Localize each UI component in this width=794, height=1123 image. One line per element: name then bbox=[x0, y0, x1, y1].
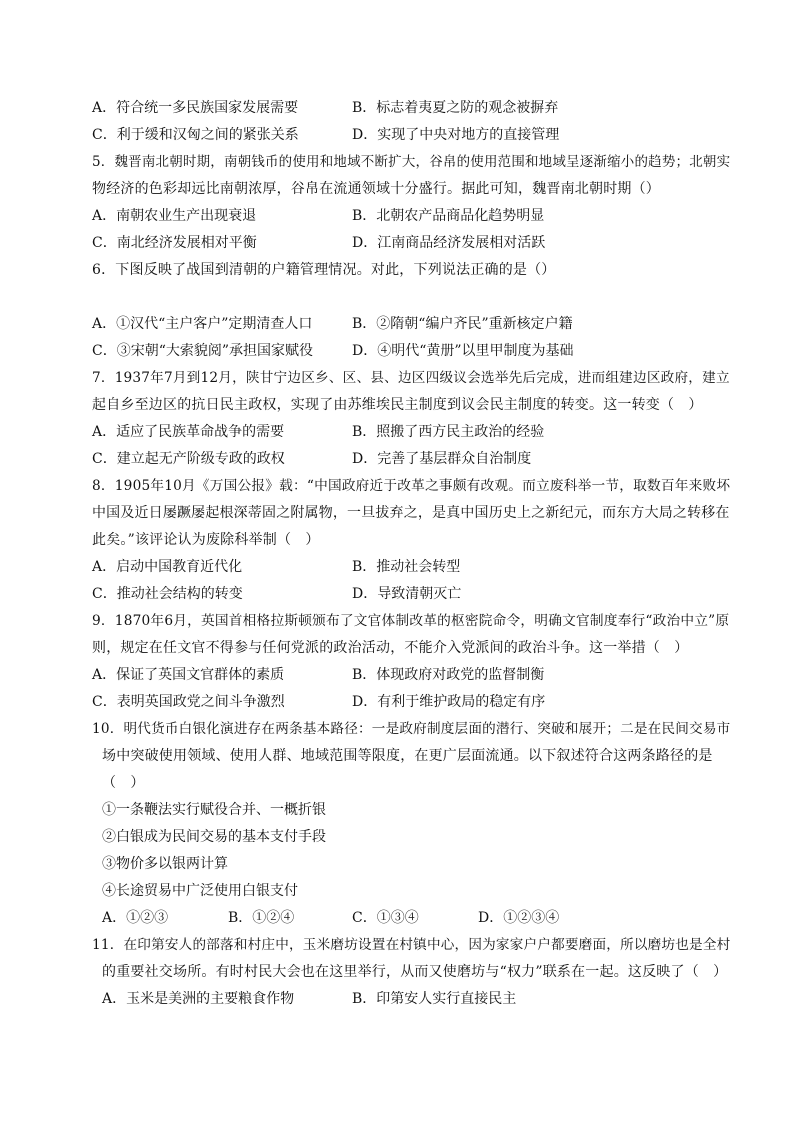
q7-option-c[interactable]: C．建立起无产阶级专政的政权 bbox=[92, 451, 285, 467]
q8-stem-line1: 8．1905年10月《万国公报》载：“中国政府近于改革之事颇有改观。而立废科举一节，取数百年来败坏 bbox=[92, 478, 731, 494]
q9-stem-line1: 9．1870年6月，英国首相格拉斯顿颁布了文官体制改革的枢密院命令，明确文官制度奉行“政治中立”原 bbox=[92, 613, 730, 629]
q11-option-a[interactable]: A．玉米是美洲的主要粮食作物 bbox=[102, 991, 295, 1007]
q7-option-d[interactable]: D．完善了基层群众自治制度 bbox=[352, 451, 532, 467]
q6-option-c[interactable]: C．③宋朝“大索貌阅”承担国家赋役 bbox=[92, 343, 314, 359]
q10-item-4: ④长途贸易中广泛使用白银支付 bbox=[102, 883, 298, 899]
q8-option-d[interactable]: D．导致清朝灭亡 bbox=[352, 586, 462, 602]
q10-item-1: ①一条鞭法实行赋役合并、一概折银 bbox=[102, 802, 326, 818]
q10-option-c[interactable]: C．①③④ bbox=[352, 910, 419, 926]
q8-stem-line2: 中国及近日屡蹶屡起根深蒂固之附属物，一旦拔弃之，是真中国历史上之新纪元，而东方大局之转移在 bbox=[92, 505, 730, 521]
q4-option-b[interactable]: B．标志着夷夏之防的观念被摒弃 bbox=[352, 100, 559, 116]
q9-option-a[interactable]: A．保证了英国文官群体的素质 bbox=[92, 667, 285, 683]
q10-stem-line1: 10．明代货币白银化演进存在两条基本路径：一是政府制度层面的潜行、突破和展开；二是在民间交易市 bbox=[92, 721, 731, 737]
q5-stem-line1: 5．魏晋南北朝时期，南朝钱币的使用和地域不断扩大，谷帛的使用范围和地域呈逐渐缩小的趋势；北朝实 bbox=[92, 154, 731, 170]
q9-option-c[interactable]: C．表明英国政党之间斗争激烈 bbox=[92, 694, 285, 710]
q10-option-b[interactable]: B．①②④ bbox=[228, 910, 295, 926]
q8-option-b[interactable]: B．推动社会转型 bbox=[352, 559, 461, 575]
q9-stem-line2: 则，规定在任文官不得参与任何党派的政治活动，不能介入党派间的政治斗争。这一举措（ ） bbox=[92, 640, 689, 656]
q10-item-2: ②白银成为民间交易的基本支付手段 bbox=[102, 829, 326, 845]
q7-option-b[interactable]: B．照搬了西方民主政治的经验 bbox=[352, 424, 545, 440]
q6-option-b[interactable]: B．②隋朝“编户齐民”重新核定户籍 bbox=[352, 316, 573, 332]
q9-option-b[interactable]: B．体现政府对政党的监督制衡 bbox=[352, 667, 545, 683]
q7-option-a[interactable]: A．适应了民族革命战争的需要 bbox=[92, 424, 285, 440]
q9-option-d[interactable]: D．有利于维护政局的稳定有序 bbox=[352, 694, 546, 710]
q4-option-d[interactable]: D．实现了中央对地方的直接管理 bbox=[352, 127, 560, 143]
q4-option-c[interactable]: C．利于缓和汉匈之间的紧张关系 bbox=[92, 127, 299, 143]
q7-stem-line2: 起自乡至边区的抗日民主政权，实现了由苏维埃民主制度到议会民主制度的转变。这一转变（ ） bbox=[92, 397, 703, 413]
q7-stem-line1: 7．1937年7月到12月，陕甘宁边区乡、区、县、边区四级议会选举先后完成，进而组建边区政府，建立 bbox=[92, 370, 730, 386]
q10-stem-line2: 场中突破使用领域、使用人群、地域范围等限度，在更广层面流通。以下叙述符合这两条路径的是 bbox=[102, 748, 713, 764]
q6-stem-line1: 6．下图反映了战国到清朝的户籍管理情况。对此，下列说法正确的是（） bbox=[92, 262, 556, 278]
q11-stem-line1: 11．在印第安人的部落和村庄中，玉米磨坊设置在村镇中心，因为家家户户都要磨面，所以磨坊也是全村 bbox=[92, 937, 731, 953]
q8-option-a[interactable]: A．启动中国教育近代化 bbox=[92, 559, 243, 575]
q5-stem-line2: 物经济的色彩却远比南朝浓厚，谷帛在流通领域十分盛行。据此可知，魏晋南北朝时期（） bbox=[92, 181, 660, 197]
q8-option-c[interactable]: C．推动社会结构的转变 bbox=[92, 586, 243, 602]
q11-option-b[interactable]: B．印第安人实行直接民主 bbox=[352, 991, 517, 1007]
q5-option-b[interactable]: B．北朝农产品商品化趋势明显 bbox=[352, 208, 545, 224]
q11-stem-line2: 的重要社交场所。有时村民大会也在这里举行，从而又使磨坊与“权力”联系在一起。这反映了（ ） bbox=[102, 964, 728, 980]
q5-option-c[interactable]: C．南北经济发展相对平衡 bbox=[92, 235, 257, 251]
q4-option-a[interactable]: A．符合统一多民族国家发展需要 bbox=[92, 100, 299, 116]
q6-option-d[interactable]: D．④明代“黄册”以里甲制度为基础 bbox=[352, 343, 574, 359]
q6-option-a[interactable]: A．①汉代“主户客户”定期清查人口 bbox=[92, 316, 313, 332]
q8-stem-line3: 此矣。”该评论认为废除科举制（ ） bbox=[92, 532, 320, 548]
q10-option-a[interactable]: A．①②③ bbox=[102, 910, 169, 926]
q10-stem-line3: （ ） bbox=[102, 775, 145, 791]
q10-option-d[interactable]: D．①②③④ bbox=[478, 910, 560, 926]
q5-option-d[interactable]: D．江南商品经济发展相对活跃 bbox=[352, 235, 546, 251]
q5-option-a[interactable]: A．南朝农业生产出现衰退 bbox=[92, 208, 257, 224]
q10-item-3: ③物价多以银两计算 bbox=[102, 856, 228, 872]
